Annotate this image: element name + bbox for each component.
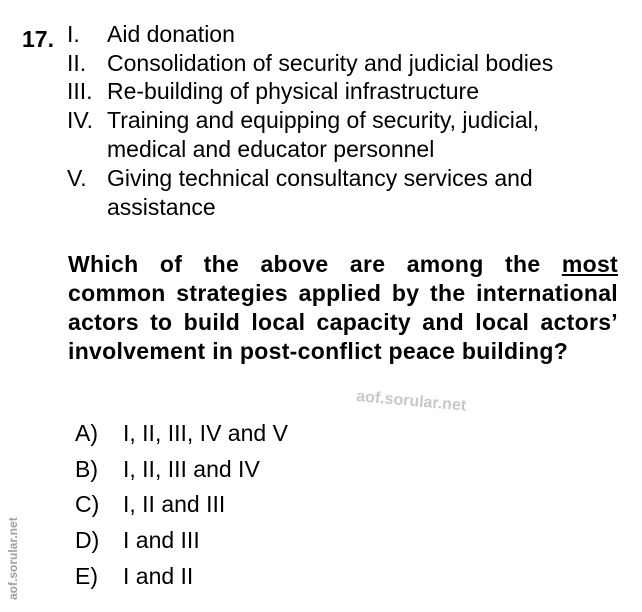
option-text: I, II, III and IV — [123, 456, 260, 482]
statement-item — [67, 20, 607, 49]
answer-option-a[interactable] — [75, 418, 288, 448]
statement-numeral: I. — [67, 21, 80, 47]
question-text-after: common strategies applied by the international actors to build local capacity and local actors’ involvement in post-conflict peace building? — [68, 280, 618, 364]
statement-item — [67, 164, 587, 222]
statement-item — [67, 49, 607, 78]
statement-text: Training and equipping of security, judicial, medical and educator personnel — [107, 107, 540, 162]
option-text: I, II and III — [123, 491, 226, 517]
statement-text: Aid donation — [107, 21, 235, 47]
question-stem — [68, 250, 618, 366]
option-letter: E) — [75, 563, 98, 589]
statement-text: Re-building of physical infrastructure — [107, 78, 480, 104]
statement-numeral: IV. — [67, 107, 94, 133]
statement-numeral: V. — [67, 165, 87, 191]
watermark: aof.sorular.net — [355, 388, 467, 415]
answer-option-e[interactable] — [75, 561, 193, 591]
option-text: I and II — [123, 563, 194, 589]
option-letter: D) — [75, 527, 100, 553]
statement-numeral: III. — [67, 78, 93, 104]
statement-text: Giving technical consultancy services and assistance — [107, 165, 533, 220]
answer-option-b[interactable] — [75, 454, 260, 484]
option-text: I and III — [123, 527, 200, 553]
answer-option-d[interactable] — [75, 525, 200, 555]
statement-numeral: II. — [67, 50, 87, 76]
side-watermark: aof.sorular.net — [6, 517, 20, 600]
answer-option-c[interactable] — [75, 489, 225, 519]
statement-item — [67, 106, 587, 164]
option-text: I, II, III, IV and V — [123, 420, 288, 446]
question-text-before: Which of the above are among the — [68, 251, 562, 277]
statement-item — [67, 77, 607, 106]
option-letter: B) — [75, 456, 98, 482]
question-number: 17. — [22, 26, 54, 52]
statement-text: Consolidation of security and judicial bodies — [107, 50, 554, 76]
question-emphasis: most — [561, 251, 618, 277]
option-letter: A) — [75, 420, 98, 446]
option-letter: C) — [75, 491, 100, 517]
